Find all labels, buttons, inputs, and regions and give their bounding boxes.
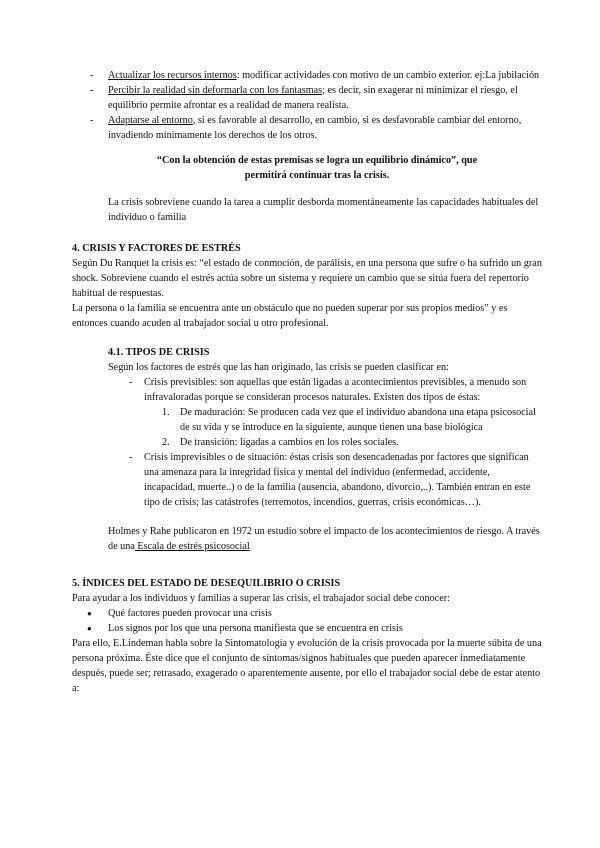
list-item-term: Adaptarse al entorno [108, 115, 193, 126]
paragraph: Para ello, E.Lindeman habla sobre la Sintomatología y evolución de la crisis provocada por la muerte súbita de una persona próxima. Éste dice que el conjunto de síntomas/signos habituales que pueden aparecer inmediatamente después, puede ser; retrasado, exagerado o aparentemente ausente, por ello el trabajador social debe de estar atento a: [72, 638, 542, 694]
list-item [72, 375, 542, 405]
list-marker: - [129, 377, 133, 388]
list-item-text: : modificar actividades con motivo de un cambio exterior. ej:La jubilación [236, 70, 540, 81]
list-item [72, 68, 542, 83]
document-page [72, 68, 542, 696]
bullet-icon: ● [87, 609, 92, 618]
list-item-text: De maduración: Se producen cada vez que el individuo abandona una etapa psicosocial de su vida y se introduce en la siguiente, aunque tienen una base biológica [180, 407, 536, 433]
paragraph [72, 524, 542, 554]
paragraph: Para ayudar a los individuos y familias a superar las crisis, el trabajador social debe conocer: [72, 593, 450, 604]
list-marker: - [90, 85, 94, 96]
section-heading: 5. ÍNDICES DEL ESTADO DE DESEQUILIBRIO O CRISIS [72, 578, 341, 589]
highlight-quote: “Con la obtención de estas premisas se logra un equilibrio dinámico”, que permitirá continuar tras la crisis. [156, 155, 478, 181]
list-marker: - [129, 452, 133, 463]
paragraph: La persona o la familia se encuentra ante un obstáculo que no pueden superar por sus propios medios” y es entonces cuando acuden al trabajador social u otro profesional. [72, 303, 508, 329]
numbered-item [72, 435, 542, 450]
list-marker: 2. [162, 437, 170, 448]
list-item-text: Crisis previsibles: son aquellas que están ligadas a acontecimientos previsibles, a menudo son infravaloradas porque se consideran procesos naturales. Existen dos tipos de éstas: [144, 377, 527, 403]
bullet-icon: ● [87, 624, 92, 633]
paragraph-text: Holmes y Rahe publicaron en 1972 un estudio sobre el impacto de los acontecimientos de riesgo. A través de una [108, 526, 540, 552]
list-item-text: Crisis imprevisibles o de situación: éstas crisis son desencadenadas por factores que significan una amenaza para la integridad física y mental del individuo (enfermedad, accidente, incapacidad, muerte..) o de la familia (ausencia, abandono, divorcio,..). También entran en este tipo de crisis; las catástrofes (terremotos, incendios, guerras, crisis económicas…). [144, 452, 531, 508]
subsection-heading: 4.1. TIPOS DE CRISIS [108, 347, 210, 358]
paragraph: Según los factores de estrés que las han originado, las crisis se pueden clasificar en: [108, 362, 449, 373]
crisis-note: La crisis sobreviene cuando la tarea a cumplir desborda momentáneamente las capacidades habituales del individuo o familia [108, 197, 539, 223]
bullet-item [72, 621, 542, 636]
list-item-text: Los signos por los que una persona manifiesta que se encuentra en crisis [108, 623, 403, 634]
section-heading: 4. CRISIS Y FACTORES DE ESTRÉS [72, 243, 241, 254]
bullet-item [72, 606, 542, 621]
numbered-item [72, 405, 542, 435]
list-item [72, 83, 542, 113]
list-item-text: ; es decir, sin exagerar ni minimizar el riesgo, el equilibrio permite afrontar es a realidad de manera realista. [108, 85, 518, 111]
list-item [72, 113, 542, 143]
list-marker: - [90, 70, 94, 81]
list-item-term: Actualizar los recursos internos [108, 70, 237, 81]
list-item-text: De transición: ligadas a cambios en los roles sociales. [180, 437, 399, 448]
paragraph: Según Du Ranquet la crisis es: “el estado de conmoción, de parálisis, en una persona que sufre o ha sufrido un gran shock. Sobreviene cuando el estrés actúa sobre un sistema y requiere un cambio que se sitúa fuera del repertorio habitual de respuestas. [72, 258, 542, 299]
list-item [72, 450, 542, 510]
list-marker: 1. [162, 407, 170, 418]
list-item-text: Qué factores pueden provocar una crisis [108, 608, 272, 619]
list-item-text: , si es favorable al desarrollo, en cambio, si es desfavorable cambiar del entorno, invadiendo mínimamente los derechos de los otros. [108, 115, 522, 141]
list-marker: - [90, 115, 94, 126]
list-item-term: Percibir la realidad sin deformarla con los fantasmas [108, 85, 323, 96]
stress-scale-link[interactable]: Escala de estrés psicosocial [134, 541, 250, 552]
